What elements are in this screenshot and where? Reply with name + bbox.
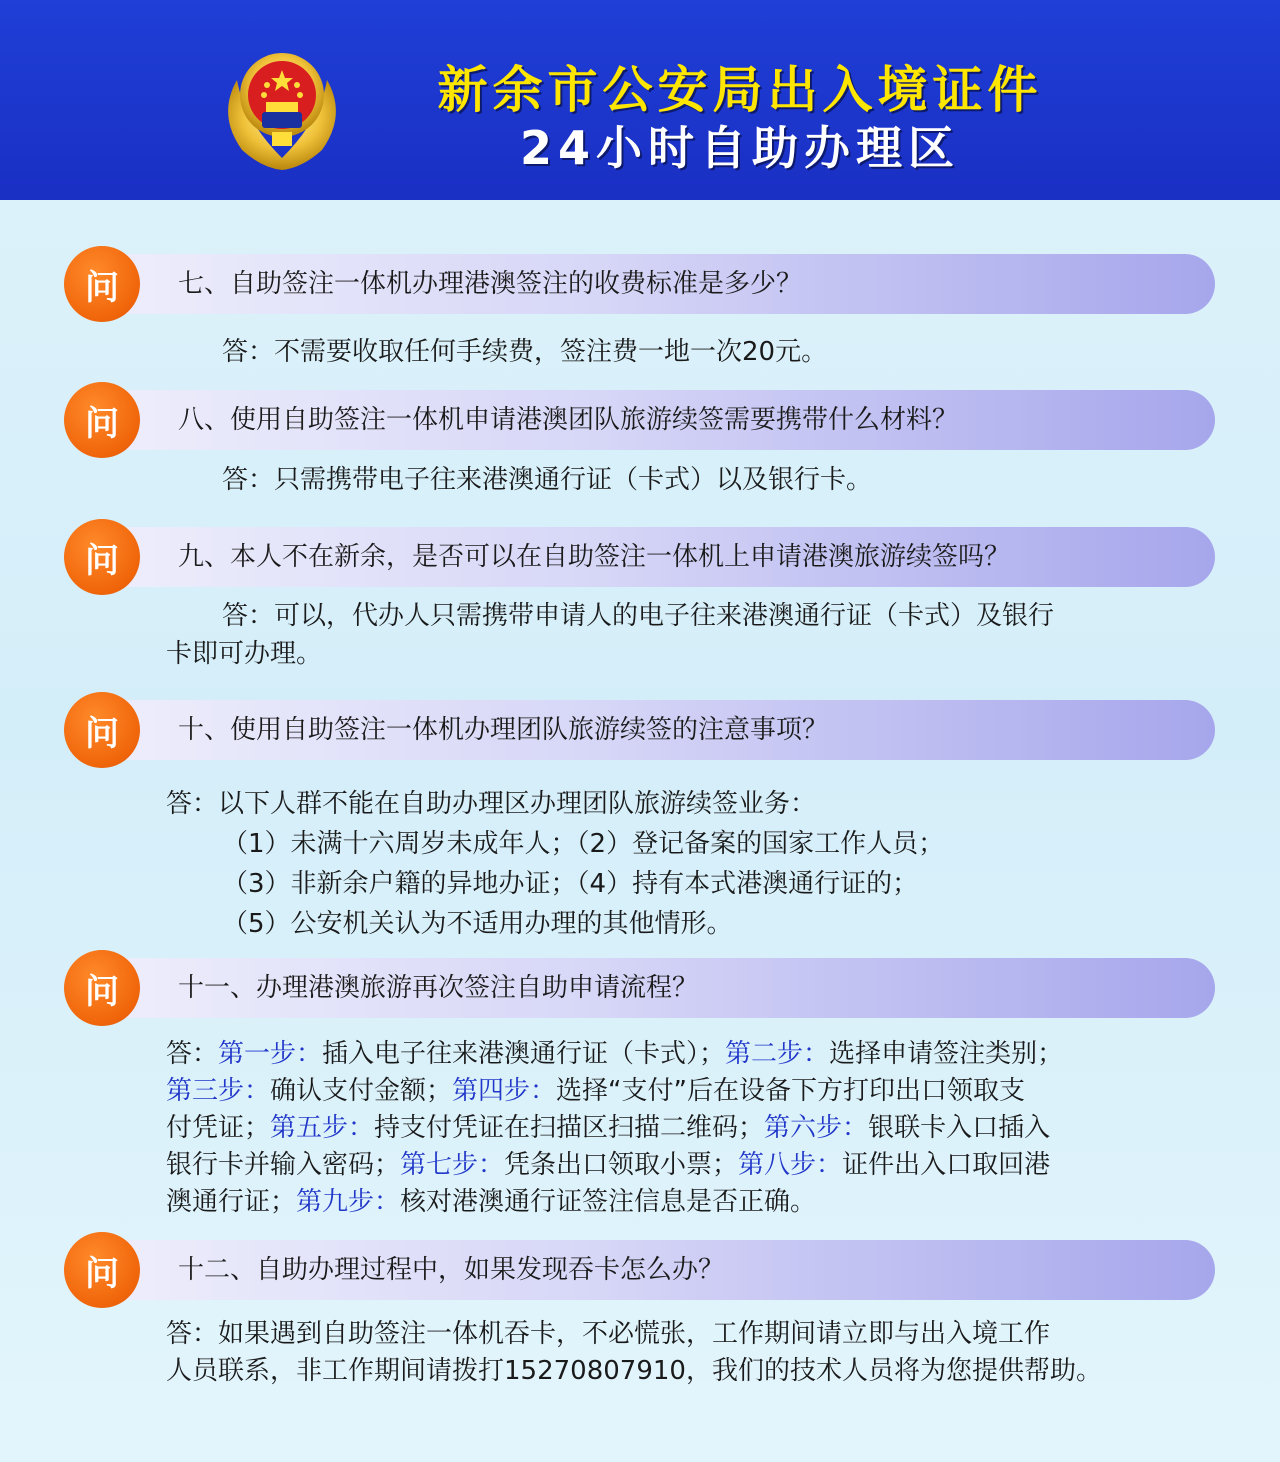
question-badge: 问 (64, 1232, 140, 1308)
step-label: 第六步： (764, 1113, 869, 1143)
answer-line: 答：如果遇到自助签注一体机吞卡，不必慌张，工作期间请立即与出入境工作 (166, 1319, 1051, 1349)
step-text: 插入电子往来港澳通行证（卡式）； (322, 1039, 726, 1069)
question-text: 九、本人不在新余，是否可以在自助签注一体机上申请港澳旅游续签吗？ (178, 542, 1011, 572)
answer-prefix: 答： (166, 1039, 219, 1069)
step-text: 核对港澳通行证签注信息是否正确。 (400, 1187, 817, 1217)
answer-line (166, 1147, 1050, 1184)
answer-line (166, 1110, 1050, 1147)
step-text: 澳通行证； (166, 1187, 297, 1217)
answer-line: 答：只需携带电子往来港澳通行证（卡式）以及银行卡。 (222, 465, 873, 495)
question-badge: 问 (64, 519, 140, 595)
question-text: 十、使用自助签注一体机办理团队旅游续签的注意事项？ (178, 715, 829, 745)
step-label: 第八步： (738, 1150, 843, 1180)
step-label: 第二步： (725, 1039, 830, 1069)
answer-line (166, 1184, 816, 1221)
step-label: 第一步： (218, 1039, 323, 1069)
answer-line (166, 1036, 1063, 1073)
question-badge: 问 (64, 382, 140, 458)
step-text: 选择申请签注类别； (829, 1039, 1064, 1069)
step-text: 凭条出口领取小票； (504, 1150, 739, 1180)
step-text: 证件出入口取回港 (842, 1150, 1051, 1180)
step-label: 第五步： (270, 1113, 375, 1143)
step-text: 确认支付金额； (270, 1076, 453, 1106)
question-text: 十一、办理港澳旅游再次签注自助申请流程？ (178, 973, 699, 1003)
step-label: 第九步： (296, 1187, 401, 1217)
answer-line: （5）公安机关认为不适用办理的其他情形。 (222, 909, 733, 939)
answer-line: 答：不需要收取任何手续费，签注费一地一次20元。 (222, 337, 828, 367)
question-text: 十二、自助办理过程中，如果发现吞卡怎么办？ (178, 1255, 725, 1285)
answer-line: 答：可以，代办人只需携带申请人的电子往来港澳通行证（卡式）及银行 (222, 601, 1055, 631)
answer-line: 卡即可办理。 (166, 639, 323, 669)
question-badge: 问 (64, 950, 140, 1026)
question-text: 七、自助签注一体机办理港澳签注的收费标准是多少？ (178, 269, 803, 299)
page-subtitle: 24小时自助办理区 (519, 121, 960, 175)
step-label: 第三步： (166, 1076, 271, 1106)
step-text: 银联卡入口插入 (868, 1113, 1051, 1143)
step-label: 第七步： (400, 1150, 505, 1180)
answer-line (166, 1073, 1025, 1110)
page-title: 新余市公安局出入境证件 (437, 61, 1043, 119)
answer-line: 人员联系，非工作期间请拨打15270807910，我们的技术人员将为您提供帮助。 (166, 1356, 1102, 1386)
step-text: 持支付凭证在扫描区扫描二维码； (374, 1113, 765, 1143)
page-header (0, 0, 1280, 200)
question-text: 八、使用自助签注一体机申请港澳团队旅游续签需要携带什么材料？ (178, 405, 959, 435)
question-badge: 问 (64, 246, 140, 322)
step-text: 付凭证； (166, 1113, 271, 1143)
answer-line: （1）未满十六周岁未成年人；（2）登记备案的国家工作人员； (222, 829, 945, 859)
police-emblem-icon (212, 40, 352, 175)
step-text: 银行卡并输入密码； (166, 1150, 401, 1180)
step-label: 第四步： (452, 1076, 557, 1106)
step-text: 选择“支付”后在设备下方打印出口领取支 (556, 1076, 1025, 1106)
answer-line: （3）非新余户籍的异地办证；（4）持有本式港澳通行证的； (222, 869, 919, 899)
question-badge: 问 (64, 692, 140, 768)
answer-line: 答：以下人群不能在自助办理区办理团队旅游续签业务： (166, 789, 817, 819)
